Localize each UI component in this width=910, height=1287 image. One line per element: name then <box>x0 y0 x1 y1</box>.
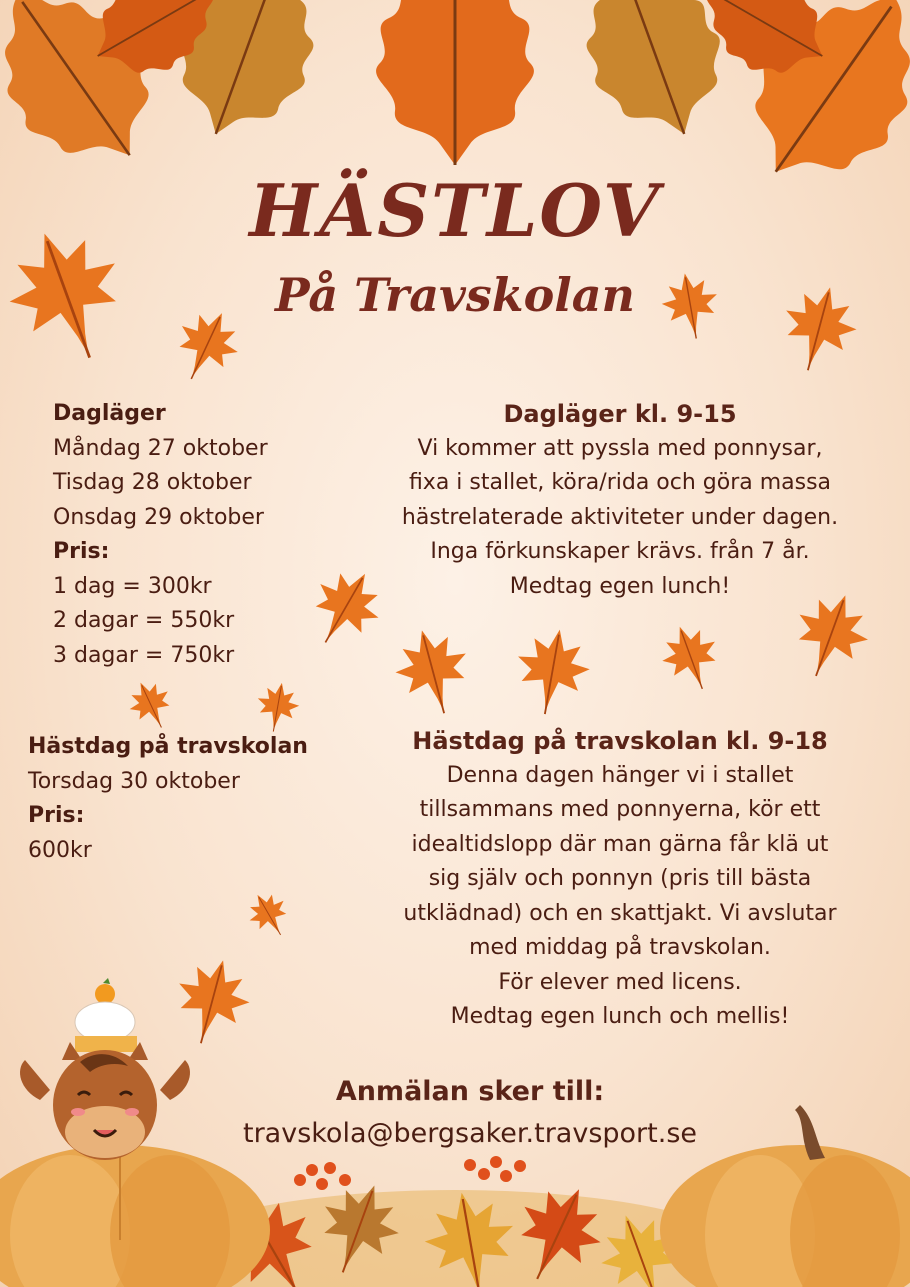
daglager-description <box>355 397 885 604</box>
hastdag-desc-line: utklädnad) och en skattjakt. Vi avslutar <box>403 900 837 926</box>
daglager-date: Onsdag 29 oktober <box>53 504 264 530</box>
daglager-date: Tisdag 28 oktober <box>53 470 252 495</box>
daglager-info <box>53 397 353 673</box>
hastdag-description <box>355 724 885 1035</box>
signup-email[interactable]: travskola@bergsaker.travsport.se <box>242 1118 698 1149</box>
hastdag-desc-heading: Hästdag på travskolan kl. 9-18 <box>412 727 828 755</box>
daglager-desc-line: Inga förkunskaper krävs. från 7 år. <box>430 539 810 564</box>
hastdag-desc-line: För elever med licens. <box>498 969 742 995</box>
hastdag-desc-line: sig själv och ponnyn (pris till bästa <box>428 866 812 891</box>
hastdag-price: 600kr <box>28 837 92 863</box>
daglager-desc-heading: Dagläger kl. 9-15 <box>503 400 737 428</box>
daglager-price-label: Pris: <box>53 539 110 564</box>
daglager-desc-line: Vi kommer att pyssla med ponnysar, <box>417 435 823 461</box>
daglager-price: 2 dagar = 550kr <box>53 608 235 633</box>
daglager-desc-line: fixa i stallet, köra/rida och göra massa <box>408 470 832 495</box>
hastdag-date: Torsdag 30 oktober <box>28 768 240 794</box>
hastdag-price-label: Pris: <box>28 803 85 828</box>
daglager-desc-line: hästrelaterade aktiviteter under dagen. <box>401 504 839 530</box>
pumpkin-left-icon <box>0 1145 270 1287</box>
hastdag-desc-line: idealtidslopp där man gärna får klä ut <box>411 831 829 857</box>
hastdag-heading: Hästdag på travskolan <box>28 734 308 759</box>
hastdag-desc-line: Medtag egen lunch och mellis! <box>450 1004 790 1029</box>
daglager-date: Måndag 27 oktober <box>53 435 268 461</box>
daglager-heading: Dagläger <box>53 401 166 426</box>
signup-heading: Anmälan sker till: <box>335 1076 605 1107</box>
daglager-price: 1 dag = 300kr <box>53 573 212 599</box>
poster-title: HÄSTLOV <box>249 168 661 253</box>
daglager-price: 3 dagar = 750kr <box>53 642 235 668</box>
poster-subtitle: På Travskolan <box>274 268 635 322</box>
daglager-desc-line: Medtag egen lunch! <box>509 573 731 599</box>
hastdag-desc-line: tillsammans med ponnyerna, kör ett <box>419 797 821 822</box>
hastdag-info <box>28 730 348 868</box>
hastdag-desc-line: Denna dagen hänger vi i stallet <box>446 762 794 788</box>
hastdag-desc-line: med middag på travskolan. <box>469 935 771 960</box>
